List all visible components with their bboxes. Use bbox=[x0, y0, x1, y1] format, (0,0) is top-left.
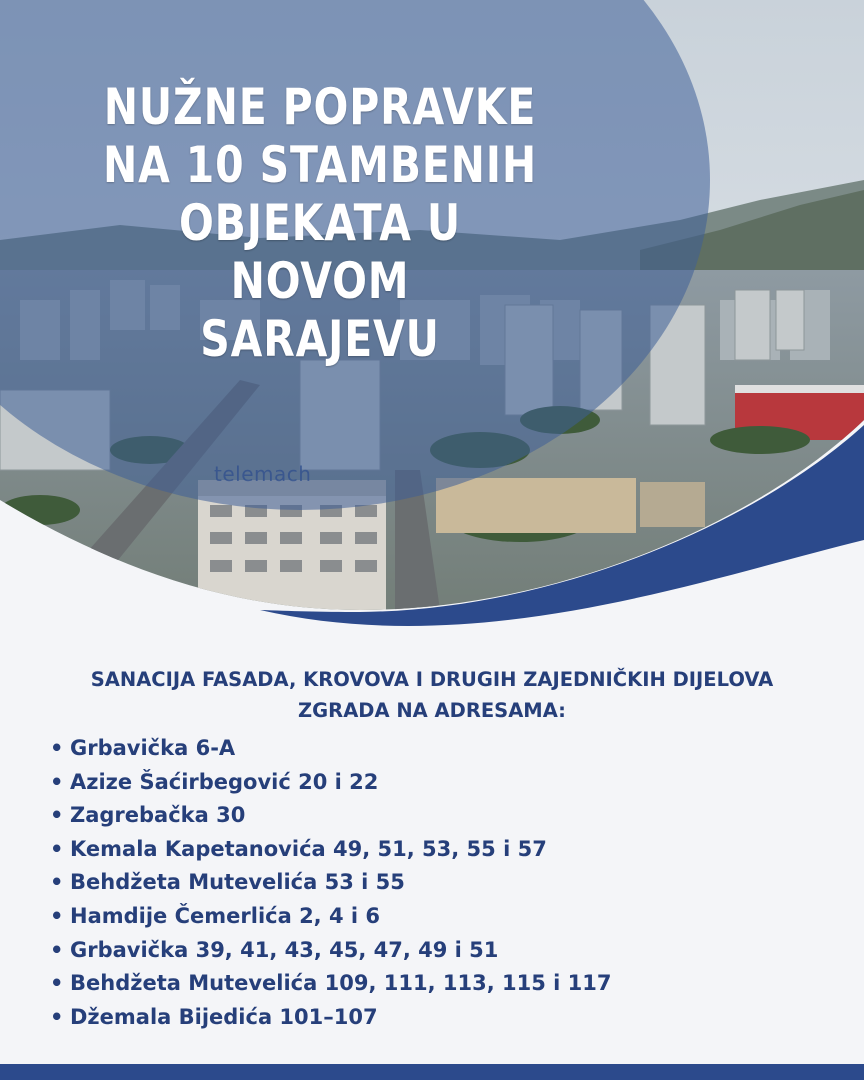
list-item bbox=[50, 799, 864, 833]
section-subtitle bbox=[22, 664, 842, 726]
headline-line-1: NUŽNE POPRAVKE bbox=[103, 78, 537, 136]
address-section bbox=[0, 664, 864, 1034]
list-item bbox=[50, 934, 864, 968]
address-list bbox=[0, 732, 864, 1034]
address-text: Grbavička 39, 41, 43, 45, 47, 49 i 51 bbox=[70, 937, 499, 962]
address-text: Behdžeta Mutevelića 109, 111, 113, 115 i 117 bbox=[70, 971, 612, 996]
address-text: Kemala Kapetanovića 49, 51, 53, 55 i 57 bbox=[70, 836, 547, 861]
bullet-icon: • bbox=[50, 937, 64, 962]
telemach-watermark: telemach bbox=[214, 462, 312, 486]
list-item bbox=[50, 866, 864, 900]
headline-line-3: OBJEKATA U NOVOM bbox=[179, 194, 461, 310]
address-text: Hamdije Čemerlića 2, 4 i 6 bbox=[70, 903, 381, 928]
headline-line-2: NA 10 STAMBENIH bbox=[103, 136, 537, 194]
bullet-icon: • bbox=[50, 1004, 64, 1029]
bullet-icon: • bbox=[50, 971, 64, 996]
list-item bbox=[50, 967, 864, 1001]
bullet-icon: • bbox=[50, 870, 64, 895]
address-text: Azize Šaćirbegović 20 i 22 bbox=[70, 769, 379, 794]
list-item bbox=[50, 766, 864, 800]
bottom-accent-bar bbox=[0, 1064, 864, 1080]
bullet-icon: • bbox=[50, 803, 64, 828]
subtitle-line-2: ZGRADA NA ADRESAMA: bbox=[298, 699, 566, 722]
headline-line-4: SARAJEVU bbox=[200, 310, 440, 368]
address-text: Zagrebačka 30 bbox=[70, 803, 246, 828]
address-text: Behdžeta Mutevelića 53 i 55 bbox=[70, 870, 405, 895]
headline bbox=[40, 78, 600, 368]
bullet-icon: • bbox=[50, 736, 64, 760]
bullet-icon: • bbox=[50, 903, 64, 928]
bullet-icon: • bbox=[50, 836, 64, 861]
list-item bbox=[50, 900, 864, 934]
list-item bbox=[50, 732, 864, 766]
list-item bbox=[50, 833, 864, 867]
address-text: Džemala Bijedića 101–107 bbox=[70, 1004, 378, 1029]
subtitle-line-1: SANACIJA FASADA, KROVOVA I DRUGIH ZAJEDNIČKIH DIJELOVA bbox=[90, 668, 774, 691]
bullet-icon: • bbox=[50, 769, 64, 794]
address-text: Grbavička 6-A bbox=[70, 736, 236, 760]
list-item bbox=[50, 1001, 864, 1035]
